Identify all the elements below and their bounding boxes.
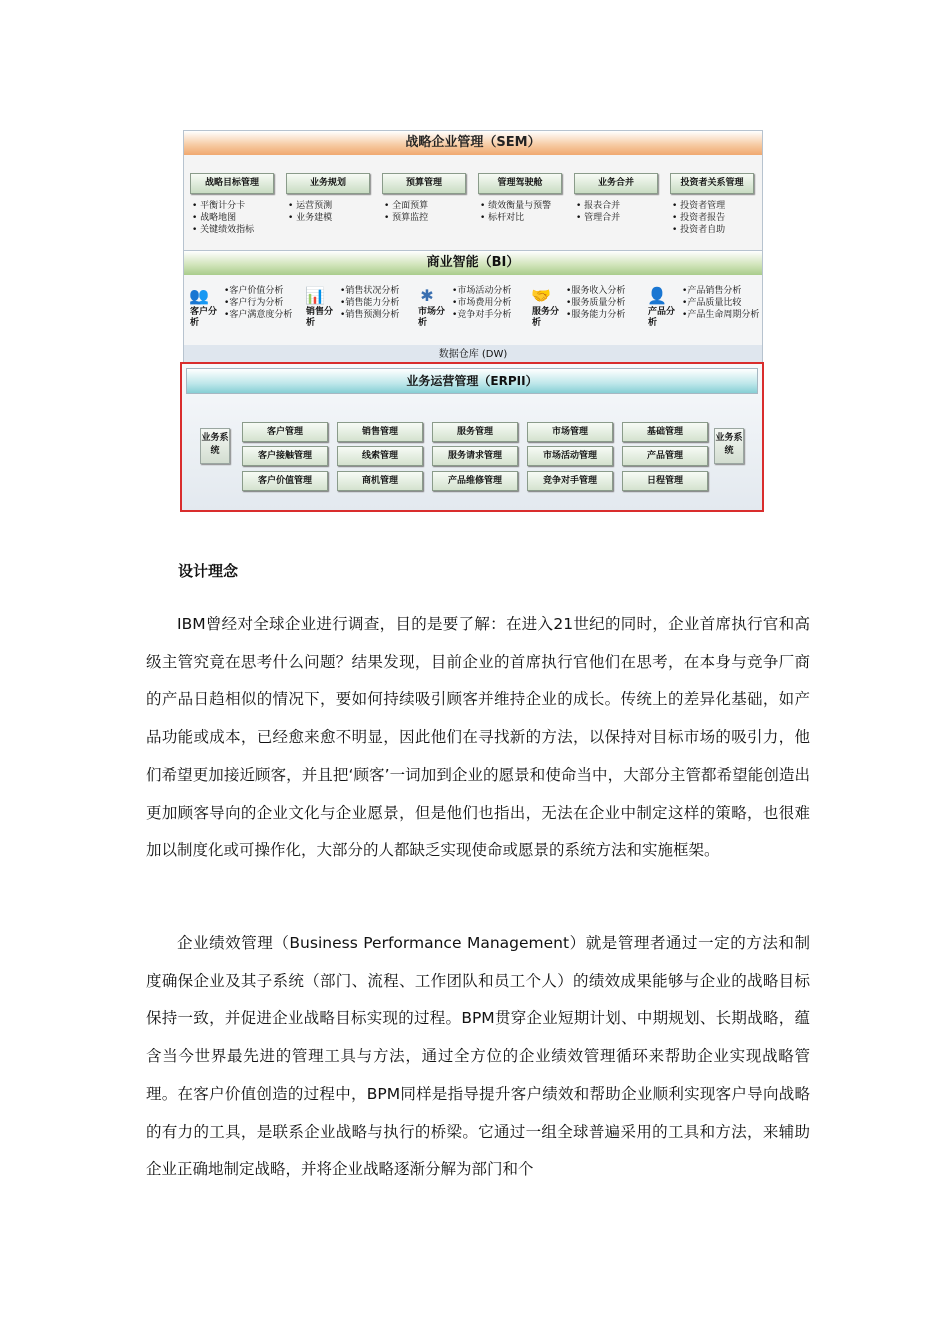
sem-item: • 投资者报告 bbox=[672, 212, 754, 224]
erp-module: 日程管理 bbox=[622, 471, 708, 491]
sem-item: • 关键绩效指标 bbox=[192, 224, 274, 236]
erp-module: 客户价值管理 bbox=[242, 471, 328, 491]
bi-item: • 销售能力分析 bbox=[340, 297, 399, 309]
bi-module-name: 服务分析 bbox=[532, 307, 560, 328]
bi-module-name: 产品分析 bbox=[648, 307, 676, 328]
erp-module: 服务请求管理 bbox=[432, 446, 518, 466]
bi-module-name: 销售分析 bbox=[306, 307, 334, 328]
bi-module bbox=[416, 285, 528, 341]
bi-item: • 客户满意度分析 bbox=[224, 309, 292, 321]
bi-module bbox=[530, 285, 642, 341]
sem-item: • 运营预测 bbox=[288, 200, 370, 212]
bi-module bbox=[188, 285, 300, 341]
sem-column-label: 管理驾驶舱 bbox=[478, 173, 562, 194]
sem-column bbox=[574, 173, 658, 224]
sem-item: • 全面预算 bbox=[384, 200, 466, 212]
bi-item: • 产品生命周期分析 bbox=[682, 309, 759, 321]
sem-item: • 业务建模 bbox=[288, 212, 370, 224]
erp-module: 服务管理 bbox=[432, 422, 518, 442]
sem-item: • 投资者管理 bbox=[672, 200, 754, 212]
section-heading: 设计理念 bbox=[178, 562, 239, 580]
bi-layer bbox=[183, 250, 763, 366]
sem-column bbox=[478, 173, 562, 224]
bi-item: • 销售状况分析 bbox=[340, 285, 399, 297]
bi-item: • 竞争对手分析 bbox=[452, 309, 511, 321]
erp-module-grid bbox=[242, 422, 712, 502]
erp-module: 竞争对手管理 bbox=[527, 471, 613, 491]
sem-column-label: 战略目标管理 bbox=[190, 173, 274, 194]
data-warehouse-bar: 数据仓库 (DW) bbox=[184, 345, 762, 365]
person-icon: 👤 bbox=[647, 286, 667, 305]
sem-column-label: 业务规划 bbox=[286, 173, 370, 194]
paragraph: 企业绩效管理（Business Performance Management）就是管理者通过一定的方法和制度确保企业及其子系统（部门、流程、工作团队和员工个人）的绩效成果能够与企业的战略目标保持一致，并促进企业战略目标实现的过程。BPM贯穿企业短期计划、中期规划、长期战略，蕴含当今世界最先进的管理工具与方法，通过全方位的企业绩效管理循环来帮助企业实现战略管理。在客户价值创造的过程中，BPM同样是指导提升客户绩效和帮助企业顺利实现客户导向战略的有力的工具，是联系企业战略与执行的桥梁。它通过一组全球普遍采用的工具和方法，来辅助企业正确地制定战略，并将企业战略逐渐分解为部门和个 bbox=[146, 934, 810, 1179]
sem-item: • 平衡计分卡 bbox=[192, 200, 274, 212]
bi-module-name: 市场分析 bbox=[418, 307, 446, 328]
bi-module bbox=[304, 285, 416, 341]
erp-module: 客户管理 bbox=[242, 422, 328, 442]
sem-item: • 管理合并 bbox=[576, 212, 658, 224]
sem-column bbox=[190, 173, 274, 236]
bi-item: • 销售预测分析 bbox=[340, 309, 399, 321]
people-icon: 👥 bbox=[189, 286, 209, 305]
sem-item: • 报表合并 bbox=[576, 200, 658, 212]
sem-item: • 绩效衡量与预警 bbox=[480, 200, 562, 212]
erp-module: 市场管理 bbox=[527, 422, 613, 442]
sem-column-label: 投资者关系管理 bbox=[670, 173, 754, 194]
bi-item: • 客户价值分析 bbox=[224, 285, 292, 297]
handshake-icon: 🤝 bbox=[531, 286, 551, 305]
sem-item: • 投资者自助 bbox=[672, 224, 754, 236]
sem-column bbox=[670, 173, 754, 236]
bi-item: • 产品质量比较 bbox=[682, 297, 759, 309]
sem-item: • 标杆对比 bbox=[480, 212, 562, 224]
erp-module: 基础管理 bbox=[622, 422, 708, 442]
sem-column bbox=[382, 173, 466, 224]
sem-item: • 战略地图 bbox=[192, 212, 274, 224]
erp-title: 业务运营管理（ERPII） bbox=[186, 368, 758, 394]
sem-item: • 预算监控 bbox=[384, 212, 466, 224]
bi-module bbox=[646, 285, 758, 341]
bi-item: • 客户行为分析 bbox=[224, 297, 292, 309]
sem-column-label: 预算管理 bbox=[382, 173, 466, 194]
bi-item: • 服务质量分析 bbox=[566, 297, 625, 309]
bi-item: • 市场活动分析 bbox=[452, 285, 511, 297]
erp-module: 产品维修管理 bbox=[432, 471, 518, 491]
business-system-right: 业务系统 bbox=[714, 428, 744, 464]
paragraph: IBM曾经对全球企业进行调查，目的是要了解：在进入21世纪的同时，企业首席执行官和高级主管究竟在思考什么问题？结果发现，目前企业的首席执行官他们在思考，在本身与竞争厂商的产品日趋相似的情况下，要如何持续吸引顾客并维持企业的成长。传统上的差异化基础，如产品功能或成本，已经愈来愈不明显，因此他们在寻找新的方法，以保持对目标市场的吸引力，他们希望更加接近顾客，并且把‘顾客’一词加到企业的愿景和使命当中，大部分主管都希望能创造出更加顾客导向的企业文化与企业愿景，但是他们也指出，无法在企业中制定这样的策略，也很难加以制度化或可操作化，大部分的人都缺乏实现使命或愿景的系统方法和实施框架。 bbox=[146, 615, 810, 860]
erp-module: 市场活动管理 bbox=[527, 446, 613, 466]
erp-module: 线索管理 bbox=[337, 446, 423, 466]
bi-module-name: 客户分析 bbox=[190, 307, 218, 328]
bi-item: • 产品销售分析 bbox=[682, 285, 759, 297]
bi-item: • 市场费用分析 bbox=[452, 297, 511, 309]
bi-item: • 服务收入分析 bbox=[566, 285, 625, 297]
network-icon: ✱ bbox=[420, 286, 434, 305]
sem-title: 战略企业管理（SEM） bbox=[184, 131, 762, 155]
erp-module: 销售管理 bbox=[337, 422, 423, 442]
erp-module: 产品管理 bbox=[622, 446, 708, 466]
sem-column bbox=[286, 173, 370, 224]
sem-column-label: 业务合并 bbox=[574, 173, 658, 194]
erp-layer bbox=[180, 362, 764, 512]
bi-item: • 服务能力分析 bbox=[566, 309, 625, 321]
architecture-diagram bbox=[180, 128, 764, 512]
business-system-left: 业务系统 bbox=[200, 428, 230, 464]
erp-module: 商机管理 bbox=[337, 471, 423, 491]
chart-icon: 📊 bbox=[305, 286, 325, 305]
bi-title: 商业智能（BI） bbox=[184, 251, 762, 275]
erp-module: 客户接触管理 bbox=[242, 446, 328, 466]
